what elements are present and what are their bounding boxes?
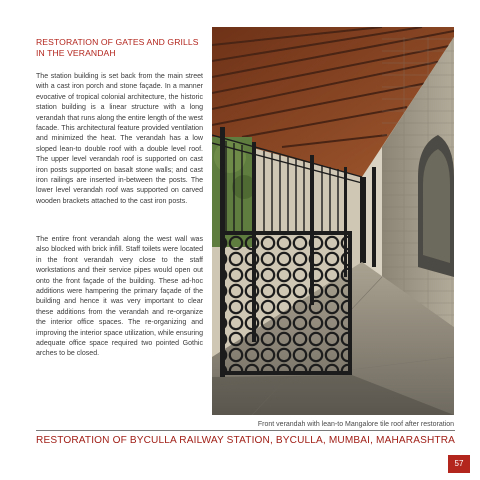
footer-divider [36, 430, 455, 431]
section-heading: RESTORATION OF GATES AND GRILLS IN THE VERANDAH [36, 37, 199, 58]
verandah-photo [212, 27, 454, 415]
iron-lattice-gate [220, 231, 352, 375]
photo-caption: Front verandah with lean-to Mangalore tile roof after restoration [257, 421, 454, 428]
page-number: 57 [448, 455, 470, 473]
body-paragraph-1: The station building is set back from the main street with a cast iron porch and stone façade. In a manner evocative of tropical colonial architecture, the historic station building is a linear structure with a long verandah that runs along the entire length of the west facade. This architectural feature provided ventilation and minimized the heat. The verandah has a low sloped lean-to double roof with a double level roof. The upper level verandah roof is supported on cast iron posts supported on basalt stone walls; and cast iron railings are inserted in-between the posts. The lower level verandah roof was supported on carved wooden brackets attached to the cast iron posts. [36, 73, 203, 205]
body-paragraph-2: The entire front verandah along the west wall was also blocked with brick infill. Staff toilets were located in the front verandah very close to the staff workstations and their service pipes would open out onto the front façade of the building. These ad-hoc additions were hampering the primary façade of the building and hence it was very important to clear these additions from the verandah and re-organize the interior office spaces. The re-organizing and improving the interior space utilization, while ensuring adequate office space required two pointed Gothic arches to be closed. [36, 236, 203, 358]
footer-title: RESTORATION OF BYCULLA RAILWAY STATION, BYCULLA, MUMBAI, MAHARASHTRA [36, 435, 456, 446]
